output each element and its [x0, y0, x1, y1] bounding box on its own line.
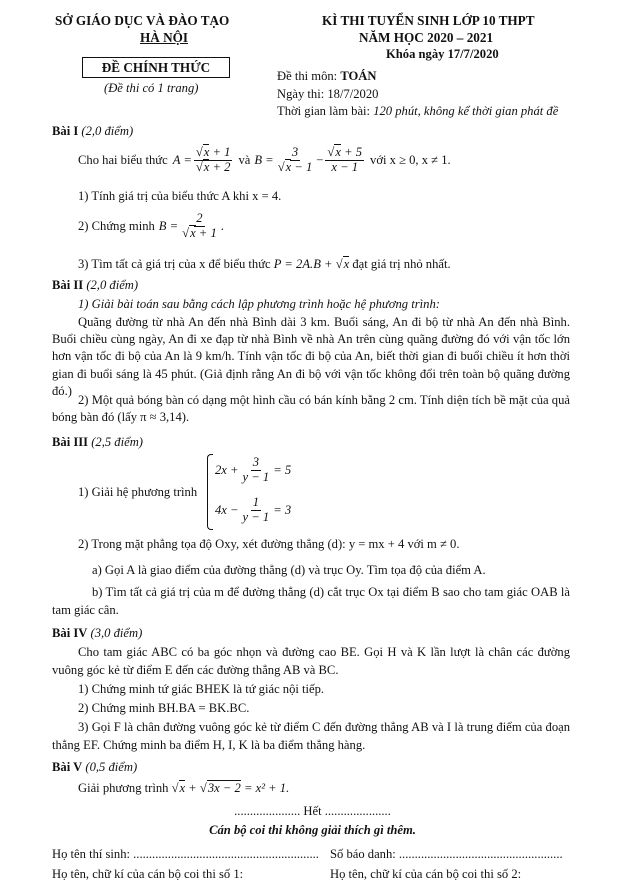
bai1-q3-text: 3) Tìm tất cả giá trị của x để biểu thức	[78, 257, 271, 271]
end-marker: ..................... Hết .....................	[234, 804, 391, 818]
bai1-points: (2,0 điểm)	[81, 124, 134, 138]
bai1-intro: Cho hai biểu thức	[78, 152, 168, 167]
bai4-title: Bài IV	[52, 626, 88, 640]
bai3-q2: 2) Trong mặt phẳng tọa độ Oxy, xét đường thẳng (d): y = mx + 4 với m ≠ 0.	[78, 537, 460, 551]
bai3-points: (2,5 điểm)	[91, 435, 143, 449]
candidate-number-line: Số báo danh: ....................................................	[330, 847, 563, 861]
equation-2: 4x − $\frac{1}{y - 1}$ = 3	[215, 495, 292, 524]
proctor1-line: Họ tên, chữ kí của cán bộ coi thi số 1:	[52, 867, 244, 881]
bai1-expressions: Cho hai biểu thức A = $\frac{√x + 1}{√x + 2}$ và B = $\frac{3}{√x - 1}$ − $\frac{√x + 5}{x - 1}$ với x ≥ 0, x ≠ 1.	[78, 145, 451, 174]
time-label: Thời gian làm bài:	[277, 104, 371, 118]
bai1-title: Bài I	[52, 124, 79, 138]
department-name: SỞ GIÁO DỤC VÀ ĐÀO TẠO	[55, 13, 230, 28]
subject-label: Đề thi môn:	[277, 69, 338, 83]
candidate-name-line: Họ tên thí sinh: ...........................................................	[52, 847, 319, 861]
exam-session: Khóa ngày 17/7/2020	[386, 47, 499, 61]
bai2-heading	[52, 277, 138, 293]
exam-title: KÌ THI TUYỂN SINH LỚP 10 THPT	[322, 13, 535, 28]
bai1-heading	[52, 123, 133, 139]
bai2-q1-heading: 1) Giải bài toán sau bằng cách lập phương trình hoặc hệ phương trình:	[78, 297, 440, 311]
bai5-title: Bài V	[52, 760, 83, 774]
subject-name: TOÁN	[340, 69, 377, 83]
bai3-title: Bài III	[52, 435, 89, 449]
bai4-heading	[52, 625, 142, 641]
subject-line	[277, 68, 377, 84]
proctor-note: Cán bộ coi thi không giải thích gì thêm.	[209, 823, 416, 837]
exam-date: Ngày thi: 18/7/2020	[277, 87, 379, 101]
time-value: 120 phút, không kể thời gian phát đề	[373, 104, 559, 118]
bai5-equation: Giải phương trình √x + √3x − 2 = x² + 1.	[78, 781, 290, 795]
bai3-heading	[52, 434, 143, 450]
bai3-q2a: a) Gọi A là giao điểm của đường thẳng (d) và trục Oy. Tìm tọa độ của điểm A.	[92, 563, 486, 577]
bai1-q3: 3) Tìm tất cả giá trị của x để biểu thức P = 2A.B + √x đạt giá trị nhỏ nhất.	[78, 257, 451, 271]
bai2-q2: 2) Một quả bóng bàn có dạng một hình cầu có bán kính bằng 2 cm. Tính diện tích bề mặt của quả bóng bàn đó (lấy π ≈ 3,14).	[52, 393, 570, 425]
page-count-note: (Đề thi có 1 trang)	[104, 81, 199, 95]
system-brace	[207, 454, 213, 530]
proctor2-line: Họ tên, chữ kí của cán bộ coi thi số 2:	[330, 867, 522, 881]
bai4-q1: 1) Chứng minh tứ giác BHEK là tứ giác nội tiếp.	[78, 682, 325, 696]
bai4-q3: 3) Gọi F là chân đường vuông góc kẻ từ điểm C đến đường thẳng AB và I là trung điểm của đoạn thẳng EF. Chứng minh ba điểm H, I, K là ba điểm thẳng hàng.	[52, 720, 570, 752]
bai5-points: (0,5 điểm)	[85, 760, 138, 774]
bai2-points: (2,0 điểm)	[86, 278, 139, 292]
bai5-heading	[52, 759, 137, 775]
school-year: NĂM HỌC 2020 – 2021	[359, 30, 494, 45]
bai1-q2: 2) Chứng minh B = $\frac{2}{√x + 1}$ .	[78, 211, 224, 240]
bai3-q2b: b) Tìm tất cả giá trị của m để đường thẳng (d) cắt trục Ox tại điểm B sao cho tam giác OAB là tam giác cân.	[52, 585, 570, 617]
equation-1: 2x + $\frac{3}{y - 1}$ = 5	[215, 455, 292, 484]
bai1-q1: 1) Tính giá trị của biểu thức A khi x = 4.	[78, 189, 282, 203]
time-line	[277, 103, 558, 119]
official-exam-box: ĐỀ CHÍNH THỨC	[82, 57, 230, 78]
bai2-title: Bài II	[52, 278, 84, 292]
bai4-intro: Cho tam giác ABC có ba góc nhọn và đường cao BE. Gọi H và K lần lượt là chân các đường vuông góc kẻ từ điểm E đến các đường thẳng AB và BC.	[52, 645, 570, 677]
department-city: HÀ NỘI	[140, 30, 188, 45]
bai4-q2: 2) Chứng minh BH.BA = BK.BC.	[78, 701, 250, 715]
bai1-q2-text: 2) Chứng minh	[78, 218, 155, 233]
bai1-condition: với x ≥ 0, x ≠ 1.	[370, 152, 451, 167]
bai2-q1-body: Quãng đường từ nhà An đến nhà Bình dài 3 km. Buổi sáng, An đi bộ từ nhà An đến nhà Bình. Buổi chiều cùng ngày, An đi xe đạp từ nhà Bình về nhà An trên cùng quãng đường đó với vận tốc lớn hơn vận tốc đi bộ của An là 9 km/h. Tính vận tốc đi bộ của An, biết thời gian đi buổi chiều ít hơn thời gian đi buổi sáng là 45 phút. (Giả định rằng An đi bộ với vận tốc không đổi trên toàn bộ quãng đường đó.)	[52, 315, 570, 398]
bai3-q1: 1) Giải hệ phương trình	[78, 485, 198, 499]
bai1-q3-end: đạt giá trị nhỏ nhất.	[352, 257, 451, 271]
bai5-intro: Giải phương trình	[78, 781, 169, 795]
bai4-points: (3,0 điểm)	[90, 626, 143, 640]
